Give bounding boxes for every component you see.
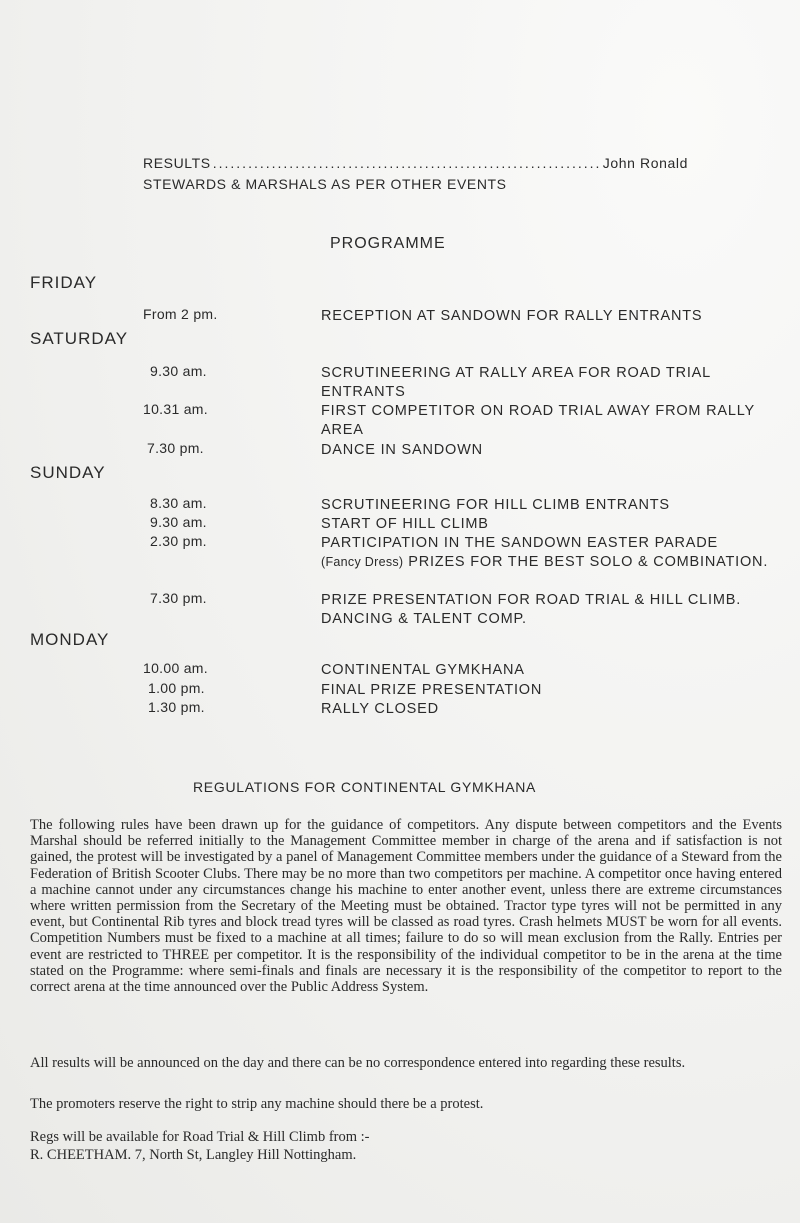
day-friday: FRIDAY [30, 273, 98, 292]
regulations-paragraph-2: All results will be announced on the day and there can be no correspondence entered into regarding these results. [30, 1055, 686, 1071]
event-sunday-2: START OF HILL CLIMB [321, 516, 489, 532]
time-monday-3: 1.30 pm. [148, 699, 205, 715]
time-saturday-2: 10.31 am. [143, 401, 208, 417]
time-monday-1: 10.00 am. [143, 660, 208, 676]
event-friday-1: RECEPTION AT SANDOWN FOR RALLY ENTRANTS [321, 308, 703, 324]
time-friday-1: From 2 pm. [143, 306, 218, 322]
results-name: John Ronald [602, 155, 688, 171]
event-sunday-4: PRIZE PRESENTATION FOR ROAD TRIAL & HILL CLIMB. DANCING & TALENT COMP. [321, 592, 742, 627]
results-label: RESULTS [143, 155, 211, 171]
event-saturday-1: SCRUTINEERING AT RALLY AREA FOR ROAD TRIAL ENTRANTS [321, 365, 711, 400]
event-sunday-3-main: PARTICIPATION IN THE SANDOWN EASTER PARADE [321, 535, 718, 551]
event-monday-2: FINAL PRIZE PRESENTATION [321, 682, 543, 698]
time-sunday-4: 7.30 pm. [150, 590, 207, 606]
contact-line-2: R. CHEETHAM. 7, North St, Langley Hill Nottingham. [30, 1147, 357, 1163]
event-sunday-3-note: (Fancy Dress) [321, 555, 404, 569]
results-line [143, 155, 688, 171]
event-sunday-3 [321, 534, 791, 572]
contact-line-1: Regs will be available for Road Trial & Hill Climb from :- [30, 1129, 370, 1145]
event-monday-1: CONTINENTAL GYMKHANA [321, 662, 525, 678]
regulations-paragraph-3: The promoters reserve the right to strip any machine should there be a protest. [30, 1096, 484, 1112]
regulations-paragraph-1: The following rules have been drawn up for the guidance of competitors. Any dispute between competitors and the Events Marshal should be referred initially to the Management Committee member in charge of the arena and if satisfaction is not gained, the protest will be investigated by a panel of Management Committee members under the guidance of a Steward from the Federation of British Scooter Clubs. There may be no more than two competitors per machine. A competitor once having entered a machine cannot under any circumstances change his machine to enter another event, unless there are extreme circumstances where written permission from the Secretary of the Meeting must be obtained. Tractor type tyres will not be permitted in any event, but Continental Rib tyres and block tread tyres will be classed as road tyres. Crash helmets MUST be worn for all events. Competition Numbers must be fixed to a machine at all times; failure to do so will mean exclusion from the Rally. Entries per event are restricted to THREE per competitor. It is the responsibility of the individual competitor to be in the arena at the time stated on the Programme: where semi-finals and finals are necessary it is the responsibility of the competitor to report to the correct arena at the time announced over the Public Address System. [30, 817, 782, 996]
day-saturday: SATURDAY [30, 329, 129, 348]
day-sunday: SUNDAY [30, 463, 106, 482]
time-sunday-2: 9.30 am. [150, 514, 207, 530]
programme-title: PROGRAMME [330, 235, 446, 252]
stewards-line: STEWARDS & MARSHALS AS PER OTHER EVENTS [143, 176, 507, 192]
time-sunday-3: 2.30 pm. [150, 533, 207, 549]
day-monday: MONDAY [30, 630, 110, 649]
event-saturday-2: FIRST COMPETITOR ON ROAD TRIAL AWAY FROM RALLY AREA [321, 403, 755, 438]
event-saturday-3: DANCE IN SANDOWN [321, 442, 483, 458]
event-monday-3: RALLY CLOSED [321, 701, 439, 717]
time-monday-2: 1.00 pm. [148, 680, 205, 696]
time-sunday-1: 8.30 am. [150, 495, 207, 511]
time-saturday-3: 7.30 pm. [147, 440, 204, 456]
leader-dots [213, 155, 601, 171]
time-saturday-1: 9.30 am. [150, 363, 207, 379]
regulations-title: REGULATIONS FOR CONTINENTAL GYMKHANA [193, 779, 537, 795]
event-sunday-1: SCRUTINEERING FOR HILL CLIMB ENTRANTS [321, 497, 670, 513]
event-sunday-3-cont: PRIZES FOR THE BEST SOLO & COMBINATION. [408, 554, 769, 570]
